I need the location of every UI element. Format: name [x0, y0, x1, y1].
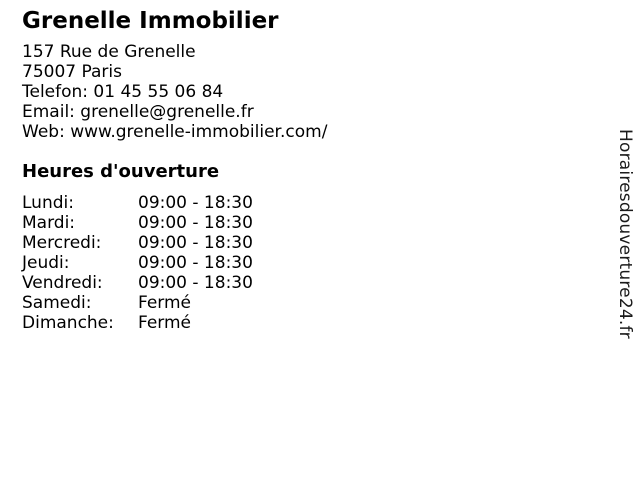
time-value: 09:00 - 18:30	[138, 253, 253, 273]
time-value: Fermé	[138, 313, 192, 333]
address-city-line: 75007 Paris	[22, 62, 122, 82]
time-value: 09:00 - 18:30	[138, 213, 253, 233]
hours-row-wednesday	[22, 233, 253, 253]
opening-hours-heading: Heures d'ouverture	[22, 161, 220, 182]
contact-info	[22, 42, 327, 142]
hours-row-sunday	[22, 313, 253, 333]
day-label: Dimanche:	[22, 313, 114, 333]
hours-row-thursday	[22, 253, 253, 273]
phone-line: Telefon: 01 45 55 06 84	[22, 82, 224, 102]
opening-hours-table	[22, 193, 253, 333]
hours-row-saturday	[22, 293, 253, 313]
day-label: Mercredi:	[22, 233, 102, 253]
watermark-text: Horairesdouverture24.fr	[615, 129, 635, 339]
hours-row-tuesday	[22, 213, 253, 233]
day-label: Lundi:	[22, 193, 74, 213]
time-value: 09:00 - 18:30	[138, 193, 253, 213]
time-value: 09:00 - 18:30	[138, 273, 253, 293]
email-line: Email: grenelle@grenelle.fr	[22, 102, 254, 122]
day-label: Samedi:	[22, 293, 92, 313]
address-street-line: 157 Rue de Grenelle	[22, 42, 196, 62]
website-line: Web: www.grenelle-immobilier.com/	[22, 122, 328, 142]
business-name-title: Grenelle Immobilier	[22, 8, 279, 34]
hours-row-monday	[22, 193, 253, 213]
day-label: Vendredi:	[22, 273, 103, 293]
time-value: 09:00 - 18:30	[138, 233, 253, 253]
day-label: Jeudi:	[22, 253, 70, 273]
day-label: Mardi:	[22, 213, 76, 233]
hours-row-friday	[22, 273, 253, 293]
time-value: Fermé	[138, 293, 192, 313]
